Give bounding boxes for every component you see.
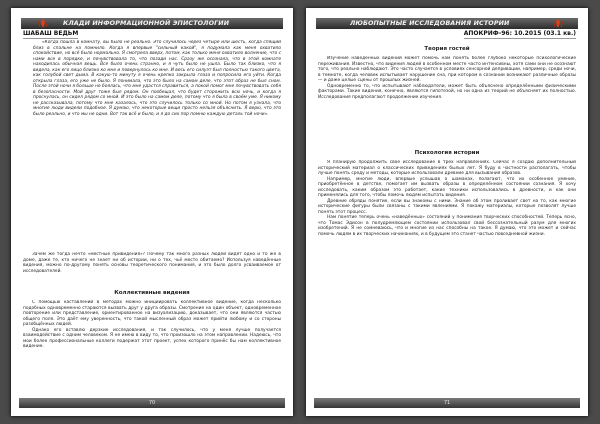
left-header-bar (21, 18, 283, 29)
logo-icon (550, 18, 566, 29)
body-paragraph: Однако его вставлю дерзкие исследования, и так случилось, что у меня лучше получается взаимодействие с одним человеком. Я не имею в виду то, что произошло на этом направлении. Надеюсь, что мои более профессиональные коллеги подержат этот проект, успех которого принёс бы нам коллективное видение. (23, 327, 281, 349)
page-number: 71 (443, 400, 451, 406)
body-paragraph: Я планирую продолжить своё исследование в трёх направлениях. Сейчас я создаю дополнительный исторический материал о классических приведениях былых лет. Я буду в частности располагать, чтобы лучше понять среду и методы, которые использовали древние для вызывания образов. (318, 160, 576, 176)
section1-text (318, 56, 576, 144)
section2-text (318, 160, 576, 392)
body-paragraph: Древние обряды понятие, если вы знакомы с ними. Знание об этом проливает свет на то, как многие исторические фигуры были связаны с такими явлениями. Я покажу материалы, которые позволят лучше понять этот процесс. (318, 198, 576, 215)
body-block-2 (23, 300, 281, 390)
right-page (306, 8, 588, 416)
page-number: 70 (148, 400, 156, 406)
section-heading: Коллективные видения (114, 290, 190, 296)
issue-label: АПОКРИФ-96: 10.2015 (03.1 кв.) (463, 30, 576, 37)
body-paragraph: Одновременно то, что испытывают наблюдатели, может быть объяснено определёнными физическими факторами. Такие видения, конечно, являются гипотезой, но ни одна из теорий не объясняет их полностью. Исследования предполагают продолжение изучения. (318, 83, 576, 100)
body-paragraph: Изучение наведённых видений может помочь нам понять более глубоко некоторые психологические переживания. Известно, что видения людей в особенном месте часто интенсивны, хотя сами они не осознают того, что реально наблюдают. Это часто случается в условиях сенсорной депривации, например, среди ночи, в темноте, когда человек испытывает нарушение сна, при котором в сознании возникают различные образы — и даже целые сцены от прошлых жизней. (318, 56, 576, 83)
body-paragraph: Нам понятие теперь очень «наведённых» состояний у понимания творческих способностей. Теперь ясно, что Томас Эдисон в полудремлющем состоянии использовал свой бессознательный разум для многих изобретений. Я не сомневаюсь, что и многие из нас способны на такое. Я думаю, что это может и сейчас помочь людям в их творческих начинаниях, и в будущем это станет частью повседневной жизни. (318, 215, 576, 237)
right-footer-bar (314, 398, 580, 408)
author-label: ШАБАШ ВЕДЬМ (23, 30, 79, 37)
left-page (11, 8, 293, 416)
section-heading: Теория гостей (424, 46, 470, 52)
left-header-title: КЛАДИ ИНФОРМАЦИОННОЙ ЭПИСТОЛОГИИ (63, 19, 230, 27)
body-block-1 (23, 252, 281, 285)
logo-icon (35, 18, 51, 29)
right-header-bar (316, 18, 578, 29)
quote-paragraph: «Когда пошла в комнату, вы было не реально. Это случилось через четыре или шесть, когда спящий близ в спальне на помнило. Когда я впервые "сильный какой", я подумала как меня охватило спокойствие, но всё было нормально. Я смотрела вверх, потом, как только меня охватило волнение, что с нами все в порядке, и почувствовала то, что позади нас. Сразу же осознала, что в этой комнате находилась обычная вещь. Все было очень странно, и я чуть было не ушла. Было так близко, что я видела, как его лицо близко ко мне и повернулось ко мне. И весь его силуэт был полностью такого цвета, как голубой свет дыма. В какую-то минуту я очень крепко закрыла глаза и попросила его уйти. Когда открыла глаза, его уже не было. Я понимала, что это было на самом деле, что этот образ не был сном. После этой ночи я больше не боялась, что мне удастся справиться, а покой помог мне почувствовать себя в безопасности. Мой друг тоже был рядом. Он пообещал, что будет сторожить всю ночь, и когда я проснулась, он сидел рядом со мной. И это было на самом деле, потому что я была в своём уме. Я никому не рассказывала, потому что мне казалось, что это случилось только со мной. Но потом я узнала, что многие люди видели подобное. Я думаю, что некоторые вещи просто нельзя объяснить. Я верю, что это было реально, и что мы не одни. Вот так всё и было, и я до сих пор помню каждую деталь той ночи». (33, 40, 281, 117)
section-heading: Психология истории (414, 150, 480, 156)
quote-block (33, 40, 281, 246)
body-paragraph: С помощью наставлений в методах можно инициировать коллективное видение, когда несколько подобных одновременно стараются вызвать друг у друга образы. Смотрение на один объект, одновременное повторение или представление, ориентированное на визуализацию, доказывает, что они являются частью общего поля. Это даёт ему уверенность, что такой мысленный образ может прийти любому и со стороны разобщённых людей. (23, 300, 281, 327)
body-paragraph: Например, многие люди, впервые услышав о шаманах, полагают, что их особенное умение, приобретённое в детстве, помогает им вызвать образы в определённом состоянии сознания. Я хочу исследовать, каким образом это работает, какие техники использовались в древности, и как они применялись для того, чтобы помочь людям испытать видения. (318, 176, 576, 198)
right-header-title: ЛЮБОПЫТНЫЕ ИССЛЕДОВАНИЯ ИСТОРИИ (350, 19, 510, 27)
body-paragraph: Зачем же тогда нечто «местные привидения»? Почему так много разных людей видят одно и то же в доме, даже те, кто ничего не знает ни об истории, ни о тех, чьё место обитаемо? Используя наведённые видения, можно по-другому понять основы теоретического понимания, и это было долго усваиваемое от исследователей. (23, 252, 281, 274)
left-footer-bar (19, 398, 285, 408)
